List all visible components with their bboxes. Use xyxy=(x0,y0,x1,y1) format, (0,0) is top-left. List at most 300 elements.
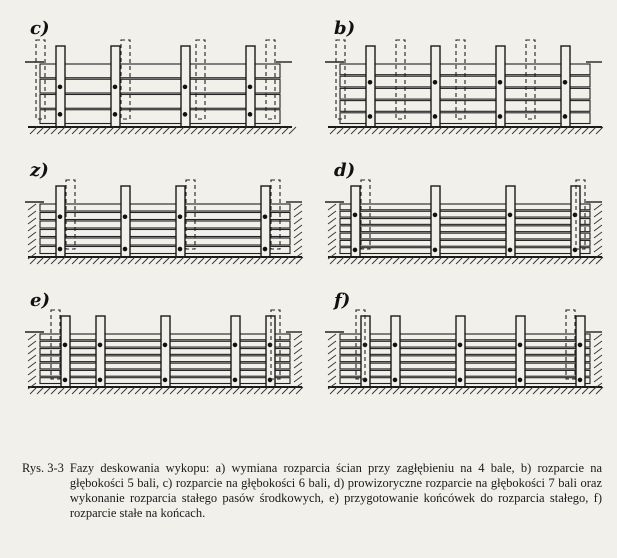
soil-hatch xyxy=(379,257,386,264)
soil-hatch xyxy=(407,127,414,134)
bolt-dot xyxy=(368,80,373,85)
soil-hatch xyxy=(294,239,302,245)
vertical-post xyxy=(391,316,400,387)
soil-hatch xyxy=(526,127,533,134)
soil-hatch xyxy=(135,127,142,134)
soil-hatch xyxy=(149,257,156,264)
soil-hatch xyxy=(28,218,36,224)
soil-hatch xyxy=(254,127,261,134)
soil-hatch xyxy=(491,387,498,394)
soil-hatch xyxy=(594,225,602,231)
bolt-dot xyxy=(518,378,523,383)
soil-hatch xyxy=(393,127,400,134)
shoring-panel-c xyxy=(25,180,303,264)
soil-hatch xyxy=(526,387,533,394)
soil-hatch xyxy=(212,257,219,264)
caption-number: Rys. 3-3 xyxy=(22,461,64,475)
soil-hatch xyxy=(594,246,602,252)
bolt-dot xyxy=(183,112,188,117)
soil-hatch xyxy=(428,387,435,394)
bolt-dot xyxy=(113,85,118,90)
bolt-dot xyxy=(263,214,268,219)
soil-hatch xyxy=(554,257,561,264)
soil-hatch xyxy=(294,355,302,361)
soil-hatch xyxy=(540,127,547,134)
plank xyxy=(340,226,590,232)
bolt-dot xyxy=(123,247,128,252)
soil-hatch xyxy=(37,257,44,264)
soil-hatch xyxy=(358,387,365,394)
bolt-dot xyxy=(393,343,398,348)
soil-hatch xyxy=(58,127,65,134)
soil-hatch xyxy=(547,127,554,134)
soil-hatch xyxy=(491,257,498,264)
bolt-dot xyxy=(58,112,63,117)
bolt-dot xyxy=(578,343,583,348)
soil-hatch xyxy=(330,127,337,134)
soil-hatch xyxy=(72,127,79,134)
bolt-dot xyxy=(353,248,358,253)
soil-hatch xyxy=(233,257,240,264)
soil-hatch xyxy=(596,127,603,134)
soil-hatch xyxy=(328,376,336,382)
soil-hatch xyxy=(393,387,400,394)
temporary-post xyxy=(396,40,405,119)
soil-hatch xyxy=(568,257,575,264)
soil-hatch xyxy=(470,387,477,394)
vertical-post xyxy=(56,186,65,257)
soil-hatch xyxy=(589,127,596,134)
soil-hatch xyxy=(268,387,275,394)
soil-hatch xyxy=(484,387,491,394)
soil-hatch xyxy=(470,127,477,134)
soil-hatch xyxy=(219,387,226,394)
soil-hatch xyxy=(568,387,575,394)
vertical-post xyxy=(431,186,440,257)
soil-hatch xyxy=(254,257,261,264)
shoring-panel-f xyxy=(325,310,603,394)
soil-hatch xyxy=(505,127,512,134)
vertical-post xyxy=(576,316,585,387)
soil-hatch xyxy=(554,127,561,134)
soil-hatch xyxy=(28,362,36,368)
bolt-dot xyxy=(113,112,118,117)
soil-hatch xyxy=(594,355,602,361)
soil-hatch xyxy=(477,257,484,264)
soil-hatch xyxy=(191,127,198,134)
soil-hatch xyxy=(519,387,526,394)
soil-hatch xyxy=(505,387,512,394)
bolt-dot xyxy=(578,378,583,383)
soil-hatch xyxy=(328,341,336,347)
bolt-dot xyxy=(433,248,438,253)
soil-hatch xyxy=(58,387,65,394)
soil-hatch xyxy=(247,127,254,134)
soil-hatch xyxy=(65,127,72,134)
shoring-panel-e xyxy=(25,310,303,394)
soil-hatch xyxy=(205,257,212,264)
soil-hatch xyxy=(470,257,477,264)
soil-hatch xyxy=(219,257,226,264)
soil-hatch xyxy=(226,127,233,134)
soil-hatch xyxy=(365,257,372,264)
soil-hatch xyxy=(330,257,337,264)
soil-hatch xyxy=(328,246,336,252)
soil-hatch xyxy=(28,225,36,231)
soil-hatch xyxy=(282,387,289,394)
panel-c-label: z) xyxy=(30,160,49,181)
bolt-dot xyxy=(563,80,568,85)
soil-hatch xyxy=(275,127,282,134)
soil-hatch xyxy=(449,387,456,394)
soil-hatch xyxy=(344,387,351,394)
soil-hatch xyxy=(282,127,289,134)
soil-hatch xyxy=(121,387,128,394)
soil-hatch xyxy=(407,387,414,394)
soil-hatch xyxy=(386,257,393,264)
bolt-dot xyxy=(458,378,463,383)
soil-hatch xyxy=(205,387,212,394)
soil-hatch xyxy=(358,257,365,264)
bolt-dot xyxy=(163,378,168,383)
vertical-post xyxy=(506,186,515,257)
plank xyxy=(40,230,290,237)
plank xyxy=(40,213,290,220)
soil-hatch xyxy=(294,204,302,210)
soil-hatch xyxy=(198,127,205,134)
soil-hatch xyxy=(268,127,275,134)
soil-hatch xyxy=(407,257,414,264)
soil-hatch xyxy=(491,127,498,134)
soil-hatch xyxy=(337,387,344,394)
soil-hatch xyxy=(519,257,526,264)
plank xyxy=(340,219,590,225)
soil-hatch xyxy=(547,387,554,394)
soil-hatch xyxy=(428,127,435,134)
soil-hatch xyxy=(156,257,163,264)
soil-hatch xyxy=(107,387,114,394)
soil-hatch xyxy=(428,257,435,264)
soil-hatch xyxy=(240,257,247,264)
soil-hatch xyxy=(449,127,456,134)
panel-a-label: c) xyxy=(30,18,50,39)
soil-hatch xyxy=(372,127,379,134)
soil-hatch xyxy=(294,362,302,368)
soil-hatch xyxy=(533,127,540,134)
plank xyxy=(40,64,280,78)
soil-hatch xyxy=(30,127,37,134)
soil-hatch xyxy=(72,257,79,264)
soil-hatch xyxy=(594,232,602,238)
soil-hatch xyxy=(294,232,302,238)
soil-hatch xyxy=(107,257,114,264)
soil-hatch xyxy=(330,387,337,394)
soil-hatch xyxy=(28,376,36,382)
soil-hatch xyxy=(191,387,198,394)
soil-hatch xyxy=(128,387,135,394)
plank xyxy=(40,79,280,93)
soil-hatch xyxy=(463,387,470,394)
soil-hatch xyxy=(233,127,240,134)
soil-hatch xyxy=(93,127,100,134)
soil-hatch xyxy=(561,257,568,264)
soil-hatch xyxy=(328,362,336,368)
soil-hatch xyxy=(37,387,44,394)
soil-hatch xyxy=(37,127,44,134)
temporary-post xyxy=(66,180,75,249)
soil-hatch xyxy=(268,257,275,264)
soil-hatch xyxy=(114,387,121,394)
soil-hatch xyxy=(212,387,219,394)
soil-hatch xyxy=(328,211,336,217)
soil-hatch xyxy=(30,387,37,394)
soil-hatch xyxy=(582,257,589,264)
soil-hatch xyxy=(163,257,170,264)
soil-hatch xyxy=(477,387,484,394)
soil-hatch xyxy=(414,387,421,394)
bolt-dot xyxy=(248,85,253,90)
soil-hatch xyxy=(328,204,336,210)
soil-hatch xyxy=(540,387,547,394)
soil-hatch xyxy=(28,211,36,217)
soil-hatch xyxy=(135,257,142,264)
bolt-dot xyxy=(183,85,188,90)
soil-hatch xyxy=(294,376,302,382)
bolt-dot xyxy=(268,378,273,383)
soil-hatch xyxy=(121,257,128,264)
soil-hatch xyxy=(79,387,86,394)
soil-hatch xyxy=(575,387,582,394)
soil-hatch xyxy=(28,246,36,252)
soil-hatch xyxy=(594,211,602,217)
soil-hatch xyxy=(294,334,302,340)
soil-hatch xyxy=(328,334,336,340)
soil-hatch xyxy=(344,257,351,264)
plank xyxy=(340,204,590,210)
soil-hatch xyxy=(442,387,449,394)
soil-hatch xyxy=(328,348,336,354)
soil-hatch xyxy=(128,127,135,134)
soil-hatch xyxy=(226,257,233,264)
soil-hatch xyxy=(596,257,603,264)
soil-hatch xyxy=(28,239,36,245)
soil-hatch xyxy=(512,257,519,264)
soil-hatch xyxy=(328,225,336,231)
plank xyxy=(340,248,590,254)
soil-hatch xyxy=(594,204,602,210)
soil-hatch xyxy=(289,127,296,134)
bolt-dot xyxy=(163,343,168,348)
soil-hatch xyxy=(247,257,254,264)
soil-hatch xyxy=(44,127,51,134)
shoring-panel-b xyxy=(325,40,603,134)
soil-hatch xyxy=(219,127,226,134)
soil-hatch xyxy=(114,257,121,264)
soil-hatch xyxy=(386,127,393,134)
vertical-post xyxy=(96,316,105,387)
soil-hatch xyxy=(294,225,302,231)
soil-hatch xyxy=(107,127,114,134)
bolt-dot xyxy=(573,213,578,218)
soil-hatch xyxy=(65,387,72,394)
soil-hatch xyxy=(540,257,547,264)
soil-hatch xyxy=(163,387,170,394)
soil-hatch xyxy=(594,218,602,224)
bolt-dot xyxy=(563,114,568,119)
bolt-dot xyxy=(498,114,503,119)
soil-hatch xyxy=(519,127,526,134)
soil-hatch xyxy=(294,369,302,375)
bolt-dot xyxy=(508,213,513,218)
soil-hatch xyxy=(400,257,407,264)
soil-hatch xyxy=(100,257,107,264)
soil-hatch xyxy=(512,387,519,394)
bolt-dot xyxy=(268,343,273,348)
soil-hatch xyxy=(351,257,358,264)
soil-hatch xyxy=(512,127,519,134)
soil-hatch xyxy=(575,127,582,134)
vertical-post xyxy=(121,186,130,257)
vertical-post xyxy=(261,186,270,257)
soil-hatch xyxy=(526,257,533,264)
soil-hatch xyxy=(294,341,302,347)
soil-hatch xyxy=(594,376,602,382)
plank xyxy=(40,95,280,109)
soil-hatch xyxy=(233,387,240,394)
bolt-dot xyxy=(58,247,63,252)
vertical-post xyxy=(176,186,185,257)
soil-hatch xyxy=(435,387,442,394)
soil-hatch xyxy=(400,387,407,394)
soil-hatch xyxy=(170,387,177,394)
soil-hatch xyxy=(142,127,149,134)
soil-hatch xyxy=(86,387,93,394)
bolt-dot xyxy=(58,214,63,219)
soil-hatch xyxy=(484,257,491,264)
soil-hatch xyxy=(328,218,336,224)
soil-hatch xyxy=(170,127,177,134)
vertical-post xyxy=(516,316,525,387)
soil-hatch xyxy=(456,387,463,394)
shoring-panel-a xyxy=(25,40,296,134)
bolt-dot xyxy=(58,85,63,90)
bolt-dot xyxy=(393,378,398,383)
soil-hatch xyxy=(498,127,505,134)
vertical-post xyxy=(161,316,170,387)
soil-hatch xyxy=(456,257,463,264)
soil-hatch xyxy=(533,387,540,394)
soil-hatch xyxy=(498,257,505,264)
soil-hatch xyxy=(240,387,247,394)
soil-hatch xyxy=(294,218,302,224)
soil-hatch xyxy=(100,387,107,394)
soil-hatch xyxy=(358,127,365,134)
soil-hatch xyxy=(205,127,212,134)
soil-hatch xyxy=(561,127,568,134)
soil-hatch xyxy=(58,257,65,264)
soil-hatch xyxy=(149,387,156,394)
bolt-dot xyxy=(98,378,103,383)
temporary-post xyxy=(271,180,280,249)
plank xyxy=(40,238,290,245)
bolt-dot xyxy=(433,213,438,218)
bolt-dot xyxy=(573,248,578,253)
soil-hatch xyxy=(28,204,36,210)
soil-hatch xyxy=(372,387,379,394)
soil-hatch xyxy=(294,211,302,217)
soil-hatch xyxy=(442,257,449,264)
soil-hatch xyxy=(282,257,289,264)
panel-d-label: d) xyxy=(334,160,356,181)
soil-hatch xyxy=(163,127,170,134)
soil-hatch xyxy=(142,387,149,394)
bolt-dot xyxy=(98,343,103,348)
soil-hatch xyxy=(100,127,107,134)
soil-hatch xyxy=(575,257,582,264)
soil-hatch xyxy=(477,127,484,134)
panel-f-label: f) xyxy=(334,290,351,311)
temporary-post xyxy=(526,40,535,119)
soil-hatch xyxy=(414,257,421,264)
soil-hatch xyxy=(328,239,336,245)
soil-hatch xyxy=(594,334,602,340)
soil-hatch xyxy=(28,348,36,354)
soil-hatch xyxy=(177,257,184,264)
soil-hatch xyxy=(351,127,358,134)
soil-hatch xyxy=(594,341,602,347)
soil-hatch xyxy=(240,127,247,134)
soil-hatch xyxy=(328,232,336,238)
soil-hatch xyxy=(379,127,386,134)
soil-hatch xyxy=(561,387,568,394)
soil-hatch xyxy=(351,387,358,394)
vertical-post xyxy=(231,316,240,387)
soil-hatch xyxy=(547,257,554,264)
bolt-dot xyxy=(433,114,438,119)
bolt-dot xyxy=(263,247,268,252)
plank xyxy=(40,204,290,211)
soil-hatch xyxy=(594,369,602,375)
plank xyxy=(40,247,290,254)
plank xyxy=(340,233,590,239)
bolt-dot xyxy=(123,214,128,219)
soil-hatch xyxy=(44,257,51,264)
soil-hatch xyxy=(79,257,86,264)
soil-hatch xyxy=(554,387,561,394)
soil-hatch xyxy=(365,387,372,394)
soil-hatch xyxy=(505,257,512,264)
soil-hatch xyxy=(328,369,336,375)
bolt-dot xyxy=(233,343,238,348)
soil-hatch xyxy=(142,257,149,264)
soil-hatch xyxy=(184,387,191,394)
bolt-dot xyxy=(498,80,503,85)
soil-hatch xyxy=(594,239,602,245)
soil-hatch xyxy=(79,127,86,134)
soil-hatch xyxy=(28,355,36,361)
soil-hatch xyxy=(463,127,470,134)
temporary-post xyxy=(456,40,465,119)
bolt-dot xyxy=(353,213,358,218)
soil-hatch xyxy=(28,341,36,347)
soil-hatch xyxy=(51,387,58,394)
soil-hatch xyxy=(296,387,303,394)
shoring-panel-d xyxy=(325,180,603,264)
soil-hatch xyxy=(337,257,344,264)
soil-hatch xyxy=(414,127,421,134)
soil-hatch xyxy=(184,257,191,264)
soil-hatch xyxy=(128,257,135,264)
